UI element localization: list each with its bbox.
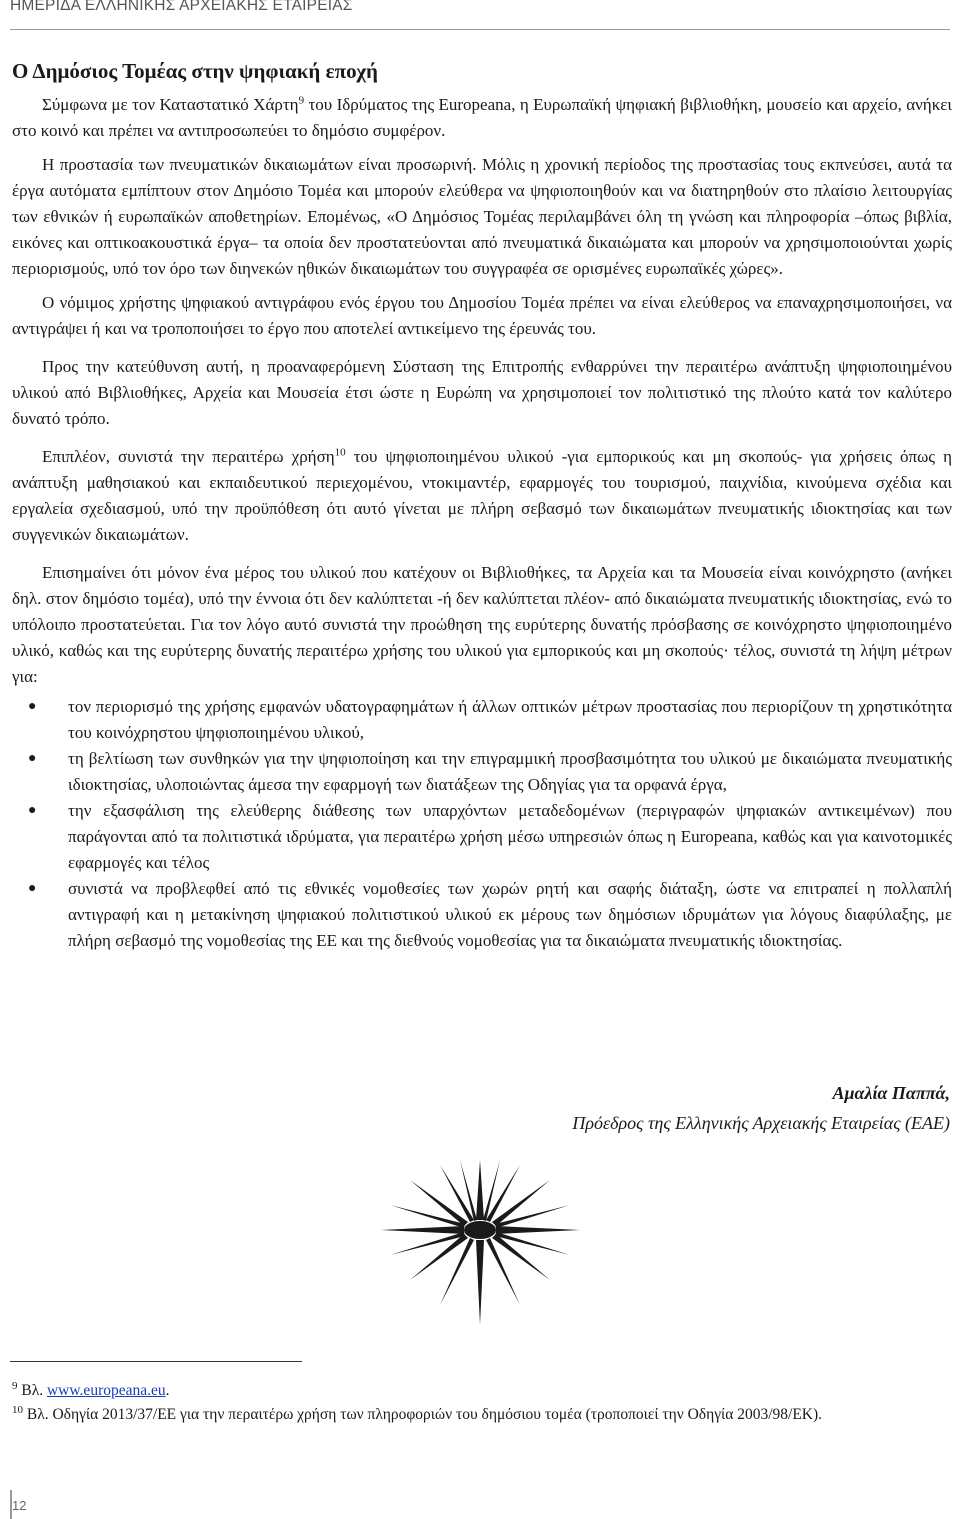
sunburst-ornament-icon bbox=[380, 1160, 580, 1330]
paragraph-2: Η προστασία των πνευματικών δικαιωμάτων είναι προσωρινή. Μόλις η χρονική περίοδος της προστασίας τους εκπνεύσει, αυτά τα έργα αυτόματα εμπίπτουν στον Δημόσιο Τομέα και μπορούν ελεύθερα να ψηφιοποιηθούν και να διατηρηθούν στο πλαίσιο λειτουργίας των εθνικών ή ευρωπαϊκών αποθετηρίων. Επομένως, «Ο Δημόσιος Τομέας περιλαμβάνει όλη τη γνώση και πληροφορία –όπως βιβλία, εικόνες και οπτικοακουστικά έργα– τα οποία δεν προστατεύονται από πνευματικά δικαιώματα και μπορούν να χρησιμοποιούνται χωρίς περιορισμούς, υπό τον όρο των διηνεκών ηθικών δικαιωμάτων του συγγραφέα σε ορισμένες ευρωπαϊκές χώρες». bbox=[12, 155, 952, 278]
paragraph-1-text-a: Σύμφωνα με τον Καταστατικό Χάρτη bbox=[42, 95, 299, 114]
list-item-text: συνιστά να προβλεφθεί από τις εθνικές νομοθεσίες των χωρών ρητή και σαφής διάταξη, ώστε να επιτραπεί η πολλαπλή αντιγραφή και η μετακίνηση ψηφιακού πολιτιστικού υλικού εκ μέρους των δημόσιων ιδρυμάτων για λόγους διαφύλαξης, με πλήρη σεβασμό της νομοθεσίας της ΕΕ και της διεθνούς νομοθεσίας για τα δικαιώματα πνευματικής ιδιοκτησίας. bbox=[68, 879, 952, 950]
list-item-text: τον περιορισμό της χρήσης εμφανών υδατογραφημάτων ή άλλων οπτικών μέτρων προστασίας που περιορίζουν τη χρηστικότητα του κοινόχρηστου ψηφιοποιημένου υλικού, bbox=[68, 697, 952, 742]
signature-name: Αμαλία Παππά, bbox=[832, 1083, 950, 1103]
signature-block bbox=[572, 1078, 950, 1138]
footnotes bbox=[12, 1380, 952, 1428]
paragraph-5 bbox=[12, 444, 952, 548]
list-item-text: τη βελτίωση των συνθηκών για την ψηφιοποίηση και την επιγραμμική προσβασιμότητα του υλικού με δικαιώματα πνευματικής ιδιοκτησίας, υλοποιώντας άμεσα την εφαρμογή των διατάξεων της Οδηγίας για τα ορφανά έργα, bbox=[68, 749, 952, 794]
footnote-ref-10[interactable]: 10 bbox=[334, 446, 346, 459]
bullet-dot-icon: ● bbox=[28, 803, 37, 818]
paragraph-3: Ο νόμιμος χρήστης ψηφιακού αντιγράφου ενός έργου του Δημοσίου Τομέα πρέπει να είναι ελεύθερος να επαναχρησιμοποιήσει, να αντιγράψει ή και να τροποποιήσει το έργο που αποτελεί αντικείμενο της έρευνάς του. bbox=[12, 293, 952, 338]
list-item-text: την εξασφάλιση της ελεύθερης διάθεσης των υπαρχόντων μεταδεδομένων (περιγραφών ψηφιακών αντικειμένων) που παράγονται από τα πολιτιστικά ιδρύματα, για περαιτέρω χρήση μέσω υπηρεσιών όπως η Europeana, καθώς και για καινοτομικές εφαρμογές και τέλος bbox=[68, 801, 952, 872]
main-content bbox=[12, 56, 952, 954]
footnote-end: . bbox=[165, 1382, 170, 1399]
paragraph-1 bbox=[12, 92, 952, 144]
paragraph-5-text-b: του ψηφιοποιημένου υλικού -για εμπορικούς και μη σκοπούς- για χρήσεις όπως η ανάπτυξη μαθησιακού και εκπαιδευτικού περιεχομένου, ντοκιμαντέρ, εφαρμογές του τουρισμού, παιχνίδια, κινούμενα σχέδια και εργαλεία σχεδιασμού, υπό την προϋπόθεση ότι αυτό γίνεται με πλήρη σεβασμό των δικαιωμάτων πνευματικής ιδιοκτησίας και των συγγενικών δικαιωμάτων. bbox=[12, 447, 952, 544]
running-header: ΗΜΕΡΙΔΑ ΕΛΛΗΝΙΚΗΣ ΑΡΧΕΙΑΚΗΣ ΕΤΑΙΡΕΙΑΣ bbox=[10, 0, 353, 14]
bullet-dot-icon: ● bbox=[28, 699, 37, 714]
header-divider bbox=[10, 29, 950, 30]
page-number: 12 bbox=[12, 1498, 27, 1513]
paragraph-5-text-a: Επιπλέον, συνιστά την περαιτέρω χρήση bbox=[42, 447, 335, 466]
paragraph-6: Επισημαίνει ότι μόνον ένα μέρος του υλικού που κατέχουν οι Βιβλιοθήκες, τα Αρχεία και τα Μουσεία είναι κοινόχρηστο (ανήκει δηλ. στον δημόσιο τομέα), υπό την έννοια ότι δεν καλύπτεται -ή δεν καλύπτεται πλέον- από δικαιώματα πνευματικής ιδιοκτησίας, ενώ το υπόλοιπο προστατεύεται. Για τον λόγο αυτό συνιστά την προώθηση της ευρύτερης δυνατής πρόσβασης σε κοινόχρηστο ψηφιοποιημένο υλικό, καθώς και της ευρύτερης δυνατής περαιτέρω χρήσης του υλικού για εμπορικούς και μη σκοπούς· τέλος, συνιστά τη λήψη μέτρων για: bbox=[12, 563, 952, 686]
paragraph-1-text-b: του Ιδρύματος της Europeana, η Ευρωπαϊκή ψηφιακή βιβλιοθήκη, μουσείο και αρχείο, ανήκει στο κοινό και πρέπει να αντιπροσωπεύει το δημόσιο συμφέρον. bbox=[12, 95, 952, 140]
list-item bbox=[28, 694, 952, 746]
footnote-number: 9 bbox=[12, 1379, 18, 1392]
measures-list bbox=[12, 694, 952, 954]
footnote-ref-9[interactable]: 9 bbox=[298, 94, 305, 107]
footnote-10 bbox=[12, 1404, 952, 1425]
footnote-9 bbox=[12, 1380, 952, 1401]
bullet-dot-icon: ● bbox=[28, 751, 37, 766]
list-item bbox=[28, 798, 952, 876]
footnote-number: 10 bbox=[12, 1403, 23, 1416]
list-item bbox=[28, 876, 952, 954]
footnote-text: Βλ. Οδηγία 2013/37/ΕΕ για την περαιτέρω χρήση των πληροφοριών του δημόσιου τομέα (τροποποιεί την Οδηγία 2003/98/ΕΚ). bbox=[23, 1406, 823, 1423]
paragraph-4: Προς την κατεύθυνση αυτή, η προαναφερόμενη Σύσταση της Επιτροπής ενθαρρύνει την περαιτέρω ανάπτυξη ψηφιοποιημένου υλικού από Βιβλιοθήκες, Αρχεία και Μουσεία έτσι ώστε η Ευρώπη να χρησιμοποιεί τον πολιτιστικό της πλούτο κατά τον καλύτερο δυνατό τρόπο. bbox=[12, 357, 952, 428]
section-title: Ο Δημόσιος Τομέας στην ψηφιακή εποχή bbox=[12, 59, 378, 83]
list-item bbox=[28, 746, 952, 798]
europeana-link[interactable]: www.europeana.eu bbox=[46, 1382, 166, 1399]
bullet-dot-icon: ● bbox=[28, 881, 37, 896]
signature-role: Πρόεδρος της Ελληνικής Αρχειακής Εταιρείας (ΕΑΕ) bbox=[572, 1113, 950, 1133]
footnote-text: Βλ. bbox=[17, 1382, 47, 1399]
footnote-divider bbox=[10, 1361, 302, 1362]
